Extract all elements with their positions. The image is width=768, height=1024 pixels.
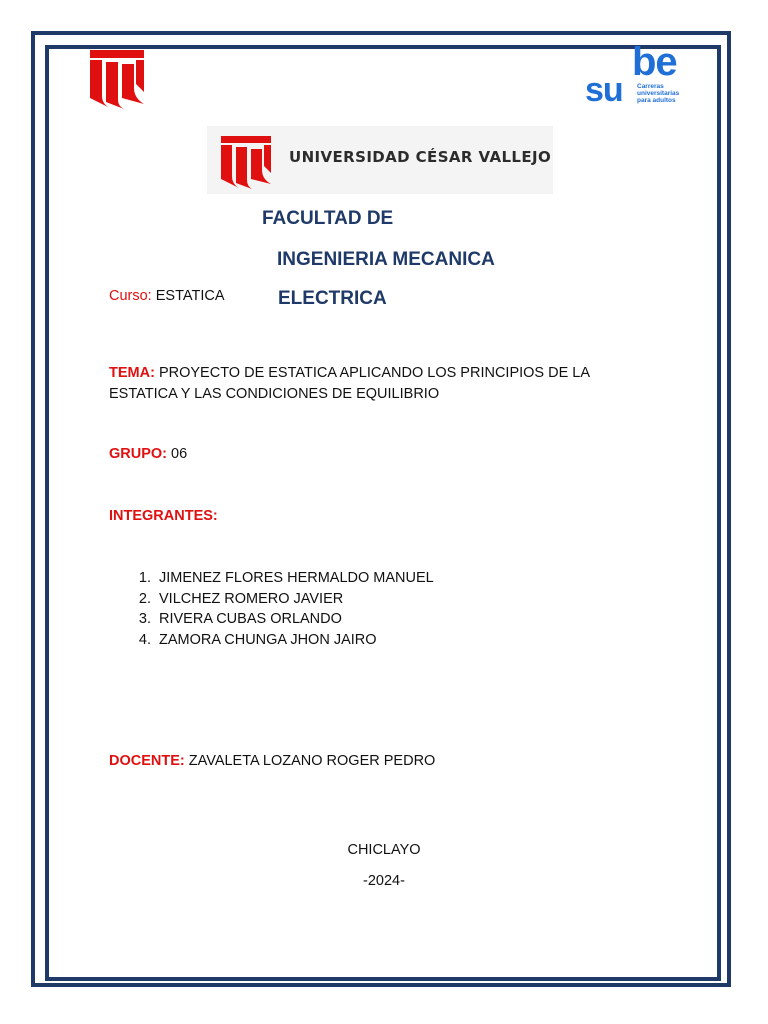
teacher-label: DOCENTE: <box>109 753 185 769</box>
sube-logo-be: be <box>632 40 677 84</box>
group-row <box>109 446 187 462</box>
course-value: ESTATICA <box>155 288 225 304</box>
place-text: CHICLAYO <box>347 842 421 858</box>
topic-value-line-2: ESTATICA Y LAS CONDICIONES DE EQUILIBRIO <box>109 386 440 402</box>
list-item: 1. JIMENEZ FLORES HERMALDO MANUEL <box>155 568 434 589</box>
members-label: INTEGRANTES: <box>109 508 218 524</box>
teacher-value: ZAVALETA LOZANO ROGER PEDRO <box>188 753 436 769</box>
topic-label: TEMA: <box>109 365 155 381</box>
ucv-shield-icon <box>217 132 275 190</box>
faculty-line-1: FACULTAD DE <box>262 208 394 229</box>
course-label: Curso: <box>109 288 152 304</box>
topic-row-1 <box>109 365 590 381</box>
university-name: UNIVERSIDAD CÉSAR VALLEJO <box>289 148 552 166</box>
members-list <box>133 568 434 650</box>
faculty-line-3: ELECTRICA <box>278 288 387 309</box>
group-label: GRUPO: <box>109 446 167 462</box>
sube-logo-su: su <box>585 71 623 109</box>
list-item: 2. VILCHEZ ROMERO JAVIER <box>155 589 434 610</box>
year-text: -2024- <box>363 873 405 889</box>
list-item: 4. ZAMORA CHUNGA JHON JAIRO <box>155 630 434 651</box>
group-value: 06 <box>171 446 188 462</box>
teacher-row <box>109 753 435 769</box>
university-banner <box>207 126 553 194</box>
list-item: 3. RIVERA CUBAS ORLANDO <box>155 609 434 630</box>
faculty-line-2: INGENIERIA MECANICA <box>277 249 495 270</box>
sube-logo <box>583 40 693 112</box>
ucv-shield-logo <box>88 48 146 110</box>
course-row <box>109 288 225 304</box>
topic-value-line-1: PROYECTO DE ESTATICA APLICANDO LOS PRINCIPIOS DE LA <box>158 365 591 381</box>
sube-tagline: Carreras universitarias para adultos <box>637 83 680 104</box>
